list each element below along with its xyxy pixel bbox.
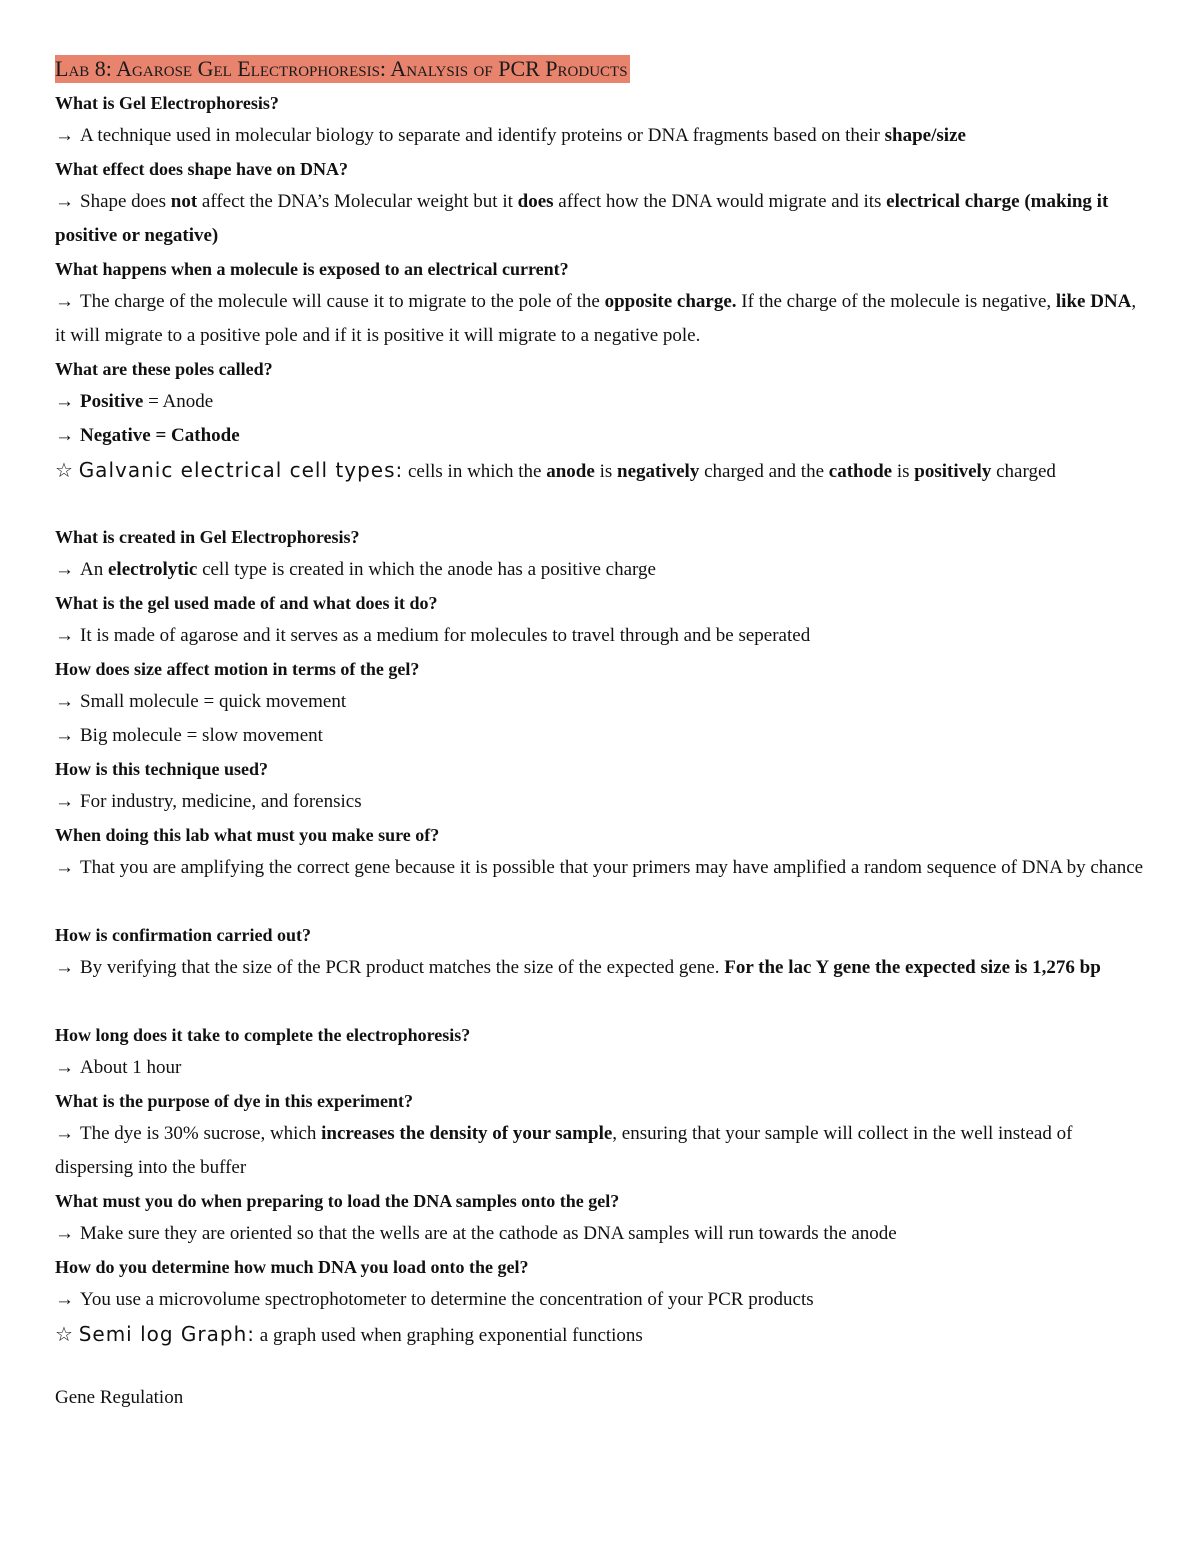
document-page bbox=[55, 55, 1145, 1415]
answer-1: → A technique used in molecular biology to separate and identify proteins or DNA fragments based on their shape/size bbox=[55, 125, 966, 146]
star-icon: ☆ bbox=[55, 458, 74, 482]
arrow-icon: → bbox=[55, 291, 74, 312]
question-7: How does size affect motion in terms of the gel? bbox=[55, 659, 420, 679]
answer-6: → It is made of agarose and it serves as a medium for molecules to travel through and be seperated bbox=[55, 625, 811, 646]
answer-2: → Shape does not affect the DNA’s Molecular weight but it does affect how the DNA would migrate and its electrical charge (making it positive or negative) bbox=[55, 191, 1109, 246]
question-14: How do you determine how much DNA you load onto the gel? bbox=[55, 1257, 529, 1277]
arrow-icon: → bbox=[55, 191, 74, 212]
arrow-icon: → bbox=[55, 791, 74, 812]
arrow-icon: → bbox=[55, 125, 74, 146]
answer-4-positive: → Positive = Anode bbox=[55, 391, 214, 412]
question-12: What is the purpose of dye in this experiment? bbox=[55, 1091, 414, 1111]
arrow-icon: → bbox=[55, 1057, 74, 1078]
arrow-icon: → bbox=[55, 625, 74, 646]
question-10: How is confirmation carried out? bbox=[55, 925, 311, 945]
arrow-icon: → bbox=[55, 391, 74, 412]
question-5: What is created in Gel Electrophoresis? bbox=[55, 527, 360, 547]
answer-3: → The charge of the molecule will cause it to migrate to the pole of the opposite charge. If the charge of the molecule is negative, like DNA, it will migrate to a positive pole and if it is positive it will migrate to a negative pole. bbox=[55, 291, 1137, 346]
question-3: What happens when a molecule is exposed to an electrical current? bbox=[55, 259, 569, 279]
question-6: What is the gel used made of and what does it do? bbox=[55, 593, 438, 613]
question-1: What is Gel Electrophoresis? bbox=[55, 93, 279, 113]
page-title: Lab 8: Agarose Gel Electrophoresis: Analysis of PCR Products bbox=[55, 56, 628, 81]
question-11: How long does it take to complete the electrophoresis? bbox=[55, 1025, 471, 1045]
answer-13: → Make sure they are oriented so that the wells are at the cathode as DNA samples will run towards the anode bbox=[55, 1223, 897, 1244]
arrow-icon: → bbox=[55, 1123, 74, 1144]
answer-12: → The dye is 30% sucrose, which increases the density of your sample, ensuring that your sample will collect in the well instead of dispersing into the buffer bbox=[55, 1123, 1073, 1178]
arrow-icon: → bbox=[55, 559, 74, 580]
star-icon: ☆ bbox=[55, 1322, 74, 1346]
galvanic-term: Galvanic electrical cell types: bbox=[78, 458, 404, 482]
arrow-icon: → bbox=[55, 857, 74, 878]
semilog-term: Semi log Graph: bbox=[78, 1322, 256, 1346]
answer-11: → About 1 hour bbox=[55, 1057, 182, 1078]
arrow-icon: → bbox=[55, 1223, 74, 1244]
arrow-icon: → bbox=[55, 725, 74, 746]
question-9: When doing this lab what must you make sure of? bbox=[55, 825, 440, 845]
galvanic-definition: ☆ Galvanic electrical cell types: cells in which the anode is negatively charged and the cathode is positively charged bbox=[55, 458, 1056, 482]
arrow-icon: → bbox=[55, 691, 74, 712]
question-8: How is this technique used? bbox=[55, 759, 269, 779]
arrow-icon: → bbox=[55, 957, 74, 978]
answer-7-small: → Small molecule = quick movement bbox=[55, 691, 347, 712]
question-4: What are these poles called? bbox=[55, 359, 273, 379]
question-2: What effect does shape have on DNA? bbox=[55, 159, 348, 179]
answer-14: → You use a microvolume spectrophotometer to determine the concentration of your PCR products bbox=[55, 1289, 814, 1310]
arrow-icon: → bbox=[55, 1289, 74, 1310]
answer-4-negative: → Negative = Cathode bbox=[55, 425, 240, 446]
answer-10: → By verifying that the size of the PCR product matches the size of the expected gene. For the lac Y gene the expected size is 1,276 bp bbox=[55, 957, 1101, 978]
semilog-definition: ☆ Semi log Graph: a graph used when graphing exponential functions bbox=[55, 1322, 643, 1346]
arrow-icon: → bbox=[55, 425, 74, 446]
answer-7-big: → Big molecule = slow movement bbox=[55, 725, 323, 746]
section-heading-gene-regulation: Gene Regulation bbox=[55, 1387, 184, 1408]
title-row bbox=[55, 55, 1145, 85]
answer-8: → For industry, medicine, and forensics bbox=[55, 791, 362, 812]
answer-9: → That you are amplifying the correct gene because it is possible that your primers may have amplified a random sequence of DNA by chance bbox=[55, 857, 1144, 878]
answer-5: → An electrolytic cell type is created in which the anode has a positive charge bbox=[55, 559, 656, 580]
question-13: What must you do when preparing to load the DNA samples onto the gel? bbox=[55, 1191, 620, 1211]
spacer bbox=[55, 1351, 1145, 1381]
